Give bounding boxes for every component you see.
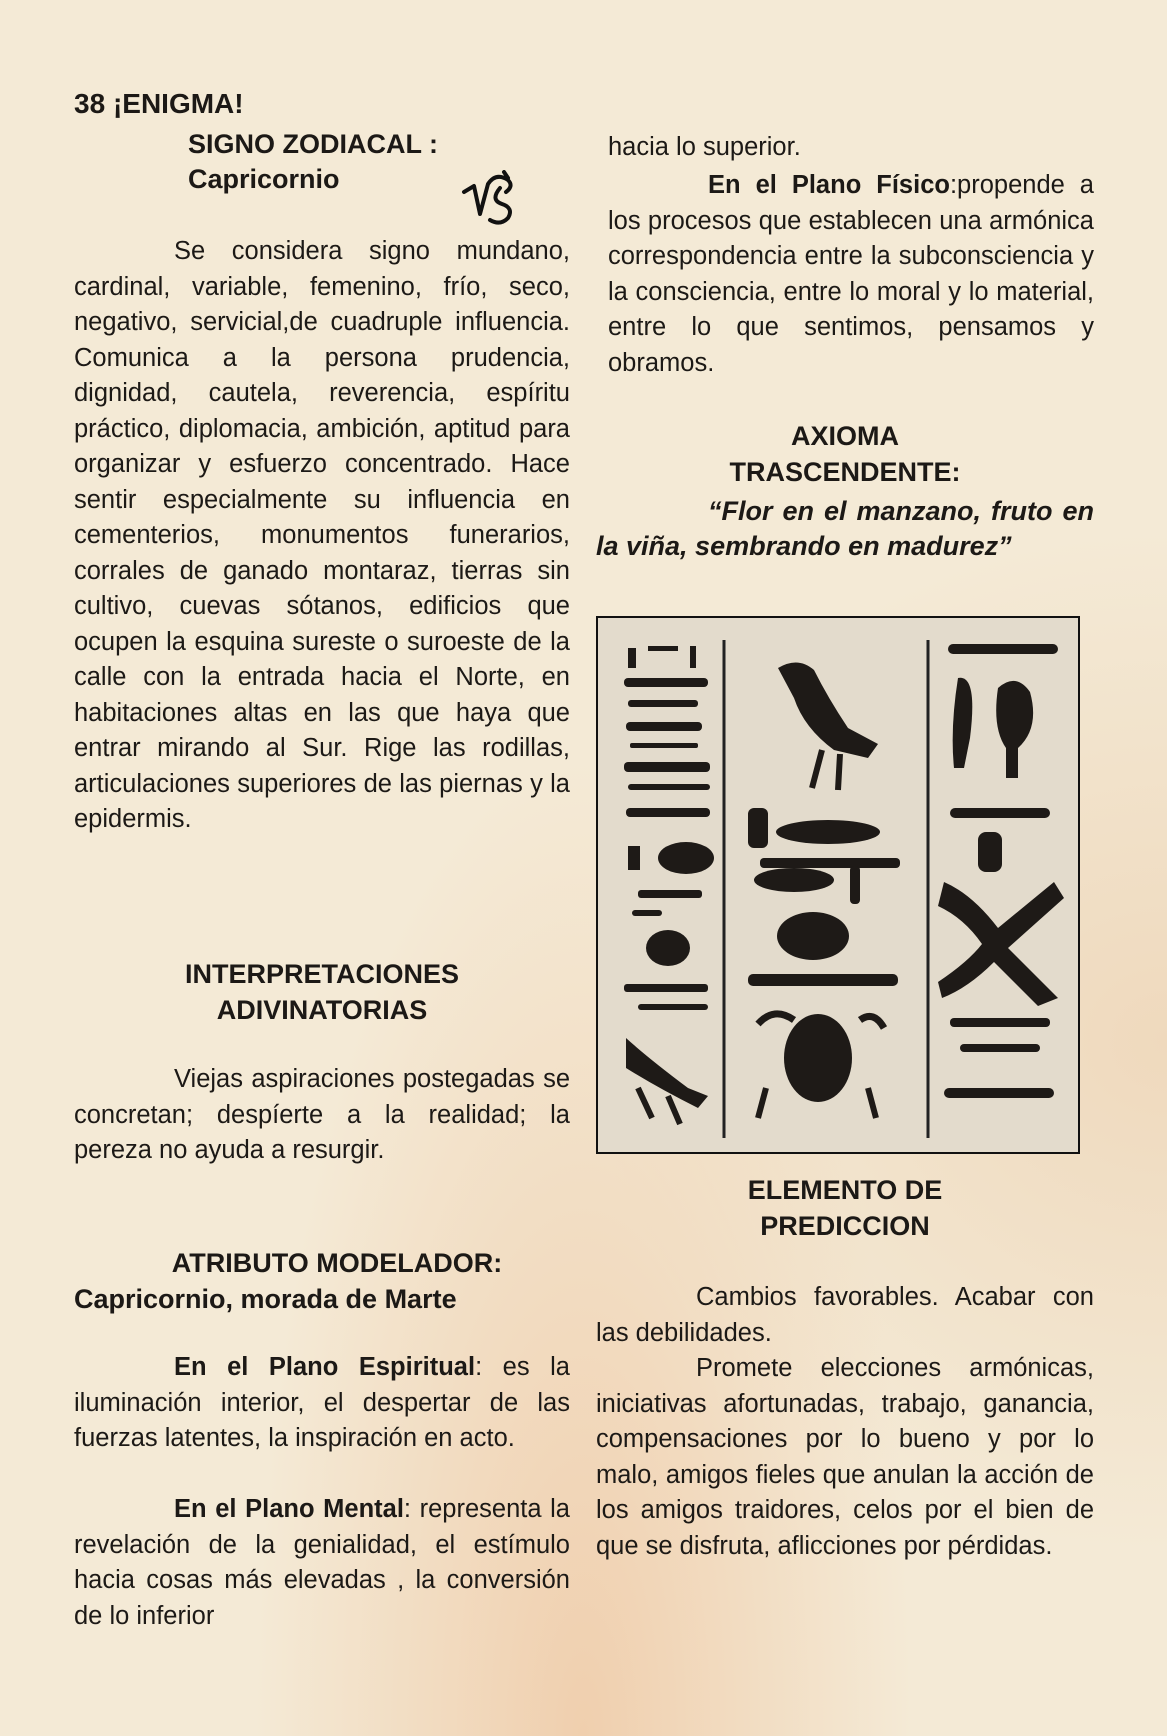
prediction-text-1: Cambios favorables. Acabar con las debilidades. [596, 1283, 1094, 1347]
physical-plane-label: En el Plano Físico [708, 171, 950, 199]
axiom-heading-line2: TRASCENDENTE: [729, 457, 961, 487]
sign-name: Capricornio [188, 164, 340, 194]
continuation-text: hacia lo superior. [608, 133, 801, 161]
sign-title: SIGNO ZODIACAL : [188, 129, 439, 159]
page-number: 38 [74, 88, 106, 119]
chapter-title: ¡ENIGMA! [112, 88, 244, 119]
element-heading-line1: ELEMENTO DE [747, 1175, 943, 1205]
interpretations-heading-line1: INTERPRETACIONES [184, 959, 460, 989]
attribute-heading: ATRIBUTO MODELADOR: [171, 1248, 503, 1278]
hieroglyph-illustration [596, 616, 1080, 1154]
spiritual-plane-paragraph [74, 1350, 570, 1457]
element-heading-line2: PREDICCION [760, 1211, 930, 1241]
mental-plane-label: En el Plano Mental [174, 1495, 404, 1523]
spiritual-plane-label: En el Plano Espiritual [174, 1353, 476, 1381]
capricorn-symbol-icon [460, 170, 522, 228]
attribute-subheading: Capricornio, morada de Marte [74, 1284, 457, 1314]
prediction-text-2: Promete elecciones armónicas, iniciativas afortunadas, trabajo, ganancia, compensaciones por lo bueno y por lo malo, amigos fieles que anulan la acción de los amigos traidores, celos por el bien de que se disfruta, aflicciones por pérdidas. [596, 1354, 1094, 1560]
physical-plane-paragraph [608, 168, 1094, 381]
interpretations-text: Viejas aspiraciones postegadas se concretan; despíerte a la realidad; la pereza no ayuda a resurgir. [74, 1065, 570, 1164]
hieroglyph-image [598, 618, 1078, 1152]
sign-description: Se considera signo mundano, cardinal, variable, femenino, frío, seco, negativo, servicial,de cuadruple influencia. Comunica a la persona prudencia, dignidad, cautela, reverencia, espíritu práctico, diplomacia, ambición, aptitud para organizar y esfuerzo concentrado. Hace sentir especialmente su influencia en cementerios, monumentos funerarios, corrales de ganado montaraz, tierras sin cultivo, cuevas sótanos, edificios que ocupen la esquina sureste o suroeste de la calle con la entrada hacia el Norte, en habitaciones altas en las que haya que entrar mirando al Sur. Rige las rodillas, articulaciones superiores de las piernas y la epidermis. [74, 237, 570, 833]
page-heading [74, 86, 570, 122]
interpretations-heading-line2: ADIVINATORIAS [216, 995, 428, 1025]
axiom-quote: “Flor en el manzano, fruto en la viña, sembrando en madurez” [596, 496, 1094, 561]
interpretations-heading [74, 956, 570, 1028]
physical-plane-text: :propende a los procesos que establecen una armónica correspondencia entre la subconsciencia y la consciencia, entre lo moral y lo material, entre lo que sentimos, pensamos y obramos. [608, 171, 1094, 377]
element-heading [596, 1172, 1094, 1244]
mental-plane-paragraph [74, 1492, 570, 1634]
spiritual-plane-text: : es la iluminación interior, el despertar de las fuerzas latentes, la inspiración en acto. [74, 1353, 570, 1452]
axiom-heading [596, 418, 1094, 490]
axiom-heading-line1: AXIOMA [791, 421, 899, 451]
mental-plane-text: : representa la revelación de la genialidad, el estímulo hacia cosas más elevadas , la conversión de lo inferior [74, 1495, 570, 1630]
